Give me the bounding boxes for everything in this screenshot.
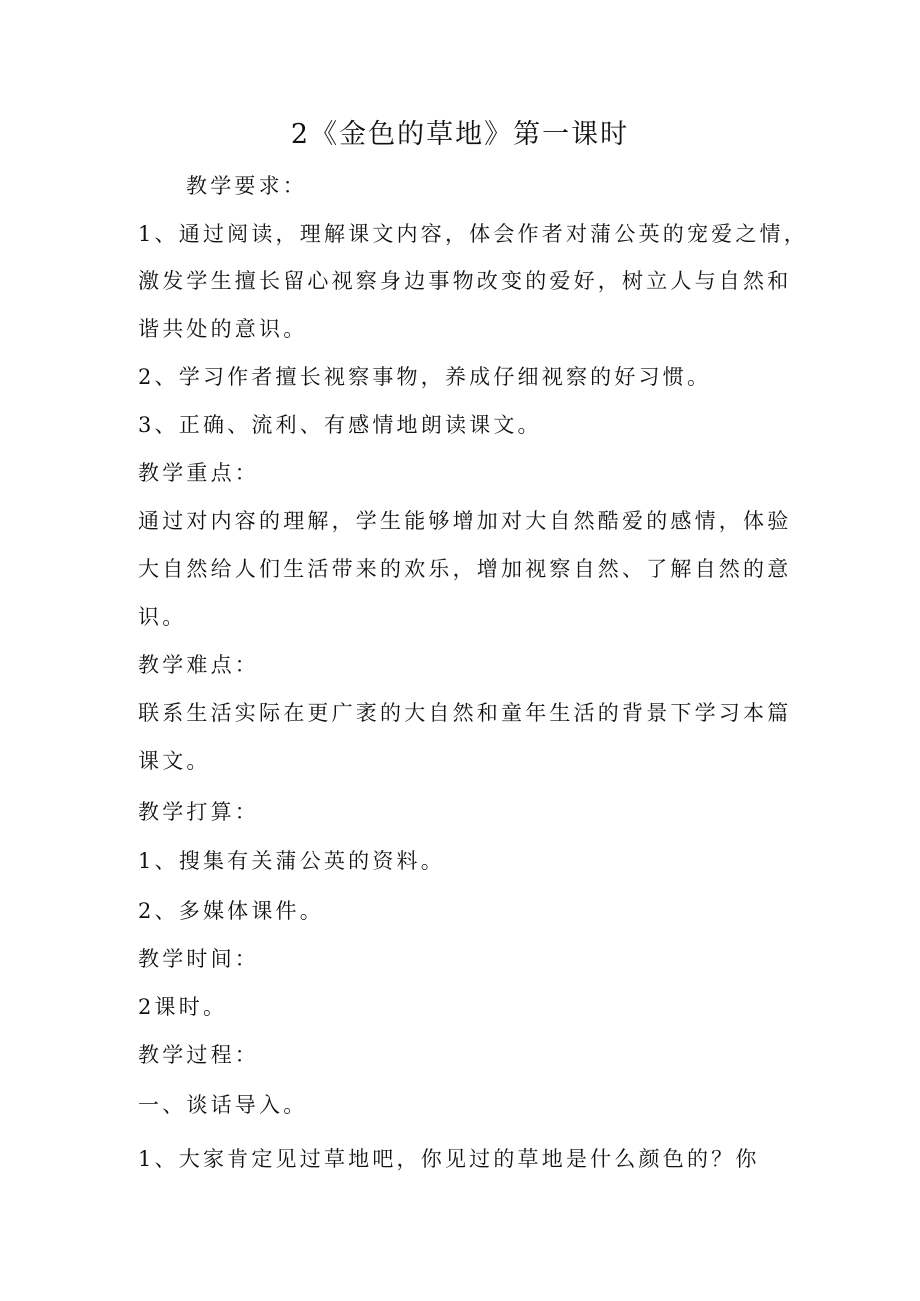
document-title: 2《金色的草地》第一课时 bbox=[290, 119, 630, 150]
section-heading-difficulties: 教学难点： bbox=[138, 653, 259, 677]
paragraph-line: 1、大家肯定见过草地吧，你见过的草地是什么颜色的？你 bbox=[138, 1147, 760, 1171]
paragraph-line: 1、通过阅读，理解课文内容，体会作者对蒲公英的宠爱之情， bbox=[138, 222, 808, 246]
paragraph-line: 激发学生擅长留心视察身边事物改变的爱好，树立人与自然和 bbox=[138, 269, 792, 293]
section-heading-key-points: 教学重点： bbox=[138, 461, 259, 485]
paragraph-line: 3、正确、流利、有感情地朗读课文。 bbox=[138, 413, 542, 437]
paragraph-line: 2课时。 bbox=[138, 995, 228, 1019]
paragraph-line: 2、学习作者擅长视察事物，养成仔细视察的好习惯。 bbox=[138, 365, 712, 389]
paragraph-line: 谐共处的意识。 bbox=[138, 317, 308, 341]
paragraph-line: 识。 bbox=[138, 605, 187, 629]
paragraph-line: 联系生活实际在更广袤的大自然和童年生活的背景下学习本篇 bbox=[138, 701, 792, 725]
section-heading-teaching-time: 教学时间： bbox=[138, 947, 259, 971]
paragraph-line: 一、谈话导入。 bbox=[138, 1093, 308, 1117]
paragraph-line: 大自然给人们生活带来的欢乐，增加视察自然、了解自然的意 bbox=[138, 557, 792, 581]
paragraph-line: 通过对内容的理解，学生能够增加对大自然酷爱的感情，体验 bbox=[138, 509, 792, 533]
paragraph-line: 课文。 bbox=[138, 749, 211, 773]
section-heading-preparation: 教学打算： bbox=[138, 800, 259, 824]
section-heading-teaching-process: 教学过程： bbox=[138, 1043, 259, 1067]
paragraph-line: 1、搜集有关蒲公英的资料。 bbox=[138, 849, 445, 873]
section-heading-teaching-requirements: 教学要求： bbox=[186, 174, 307, 198]
paragraph-line: 2、多媒体课件。 bbox=[138, 899, 324, 923]
